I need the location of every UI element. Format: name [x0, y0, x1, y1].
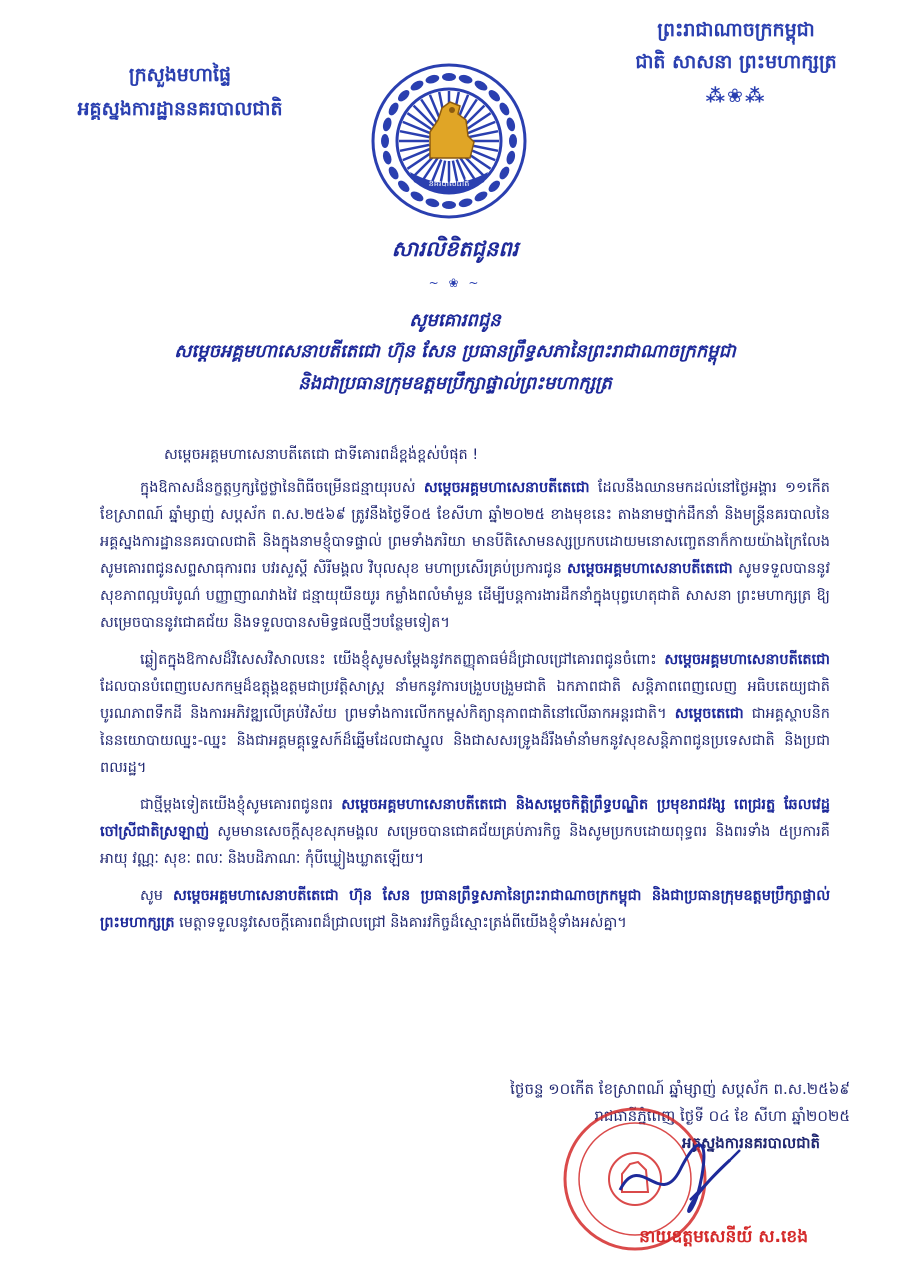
ministry-name: ក្រសួងមហាផ្ទៃ	[128, 64, 232, 86]
addressee-greeting: សូមគោរពជូន	[409, 310, 501, 331]
kingdom-header	[606, 14, 866, 112]
paragraph-4: សូម សម្តេចអគ្គមហាសេនាបតីតេជោ ហ៊ុន សែន ប្រធានព្រឹទ្ធសភានៃព្រះរាជាណាចក្រកម្ពុជា និងជាប្រធានក្រុមឧត្តមប្រឹក្សាផ្ទាល់ព្រះមហាក្សត្រ មេត្តាទទួលនូវសេចក្តីគោរពដ៏ជ្រាលជ្រៅ និងគារវកិច្ចដ៏ស្មោះត្រង់ពីយើងខ្ញុំទាំងអស់គ្នា។	[100, 888, 831, 931]
addressee-name: សម្តេចអគ្គមហាសេនាបតីតេជោ ហ៊ុន សែន ប្រធានព្រឹទ្ធសភានៃព្រះរាជាណាចក្រកម្ពុជា	[174, 341, 736, 362]
department-name: អគ្គស្នងការដ្ឋាននគរបាលជាតិ	[77, 98, 283, 120]
solar-date: រាជធានីភ្នំពេញ ថ្ងៃទី ០៤ ខែ សីហា ឆ្នាំ២០២៥	[594, 1107, 850, 1125]
document-title: សារលិខិតជូនពរ	[391, 237, 519, 261]
police-emblem-icon	[370, 62, 528, 220]
signer-name: នាយឧត្តមសេនីយ៍ ស.ខេង	[639, 1227, 808, 1247]
paragraph-2: ឆ្លៀតក្នុងឱកាសដ៏វិសេសវិសាលនេះ យើងខ្ញុំសូមសម្តែងនូវកតញ្ញុតាធម៌ដ៏ជ្រាលជ្រៅគោរពជូនចំពោះ សម្តេចអគ្គមហាសេនាបតីតេជោ ដែលបានបំពេញបេសកកម្មដ៏ឧត្តុង្គឧត្តមជាប្រវត្តិសាស្ត្រ នាំមកនូវការបង្រួបបង្រួមជាតិ ឯកភាពជាតិ សន្តិភាពពេញលេញ អធិបតេយ្យជាតិ បូរណភាពទឹកដី និងការអភិវឌ្ឍលើគ្រប់វិស័យ ព្រមទាំងការលើកកម្ពស់កិត្យានុភាពជាតិនៅលើឆាកអន្តរជាតិ។ សម្តេចតេជោ ជាអគ្គស្ថាបនិកនៃនយោបាយឈ្នះ-ឈ្នះ និងជាអគ្គមគ្គុទ្ទេសក៍ដ៏ឆ្នើមដែលជាស្នូល និងជាសសរទ្រូងដ៏រឹងមាំនាំមកនូវសុខសន្តិភាពជូនប្រទេសជាតិ និងប្រជាពលរដ្ឋ។	[100, 652, 830, 776]
addressee-block	[70, 306, 840, 400]
salutation: សម្តេចអគ្គមហាសេនាបតីតេជោ ជាទីគោរពដ៏ខ្ពង់ខ្ពស់បំផុត !	[164, 447, 479, 463]
letter-body	[100, 442, 830, 947]
title-ornament: ~ ❀ ~	[428, 276, 482, 290]
signing-organization: អគ្គស្នងការនគរបាលជាតិ	[681, 1134, 820, 1152]
kingdom-name: ព្រះរាជាណាចក្រកម្ពុជា	[657, 19, 815, 41]
addressee-role: និងជាប្រធានក្រុមឧត្តមប្រឹក្សាផ្ទាល់ព្រះមហាក្សត្រ	[298, 373, 612, 394]
signature-icon	[600, 1130, 760, 1220]
lunar-date: ថ្ងៃចន្ទ ១០កើត ខែស្រាពណ៍ ឆ្នាំម្សាញ់ សប្តស័ក ព.ស.២៥៦៩	[510, 1080, 850, 1098]
paragraph-1: ក្នុងឱកាសដ៏នក្ខត្តឫក្សថ្លៃថ្លានៃពិធីចម្រើនជន្មាយុរបស់ សម្តេចអគ្គមហាសេនាបតីតេជោ ដែលនឹងឈានមកដល់នៅថ្ងៃអង្គារ ១១កើត ខែស្រាពណ៍ ឆ្នាំម្សាញ់ សប្តស័ក ព.ស.២៥៦៩ ត្រូវនឹងថ្ងៃទី០៥ ខែសីហា ឆ្នាំ២០២៥ ខាងមុខនេះ តាងនាមថ្នាក់ដឹកនាំ និងមន្ត្រីនគរបាលនៃអគ្គស្នងការដ្ឋាននគរបាលជាតិ និងក្នុងនាមខ្ញុំបាទផ្ទាល់ ព្រមទាំងភរិយា មានបីតិសោមនស្សប្រកបដោយមនោសញ្ចេតនាក៏កាយយ៉ាងក្រៃលែង សូមគោរពជូនសព្ទសាធុការពរ បវរសួស្តី សិរីមង្គល វិបុលសុខ មហាប្រសើរគ្រប់ប្រការជូន សម្តេចអគ្គមហាសេនាបតីតេជោ សូមទទួលបាននូវសុខភាពល្អបរិបូណ៌ បញ្ញាញាណវាងវៃ ជន្មាយុយឺនយូរ កម្លាំងពលំមាំមួន ដើម្បីបន្តការងារដឹកនាំក្នុងបុព្វហេតុជាតិ សាសនា ព្រះមហាក្សត្រ ឱ្យសម្រេចបាននូវជោគជ័យ និងទទួលបានសមិទ្ធផលថ្មីៗបន្ថែមទៀត។	[100, 480, 831, 631]
national-motto: ជាតិ សាសនា ព្រះមហាក្សត្រ	[635, 51, 837, 73]
header-ornament: ⁂❀⁂	[705, 85, 767, 107]
ministry-header	[60, 58, 300, 126]
emblem-label: នគរបាលជាតិ	[428, 179, 470, 188]
paragraph-3: ជាថ្មីម្តងទៀតយើងខ្ញុំសូមគោរពជូនពរ សម្តេចអគ្គមហាសេនាបតីតេជោ និងសម្តេចកិត្តិព្រឹទ្ធបណ្ឌិត ប្រមុខរាជវង្ស ពេជ្ររត្ន ឆែលវេដ្ឋ ចៅស្រីជាតិស្រឡាញ់ សូមមានសេចក្តីសុខសុភមង្គល សម្រេចបានជោគជ័យគ្រប់ភារកិច្ច និងសូមប្រកបដោយពុទ្ធពរ និងពរទាំង ៥ប្រការគឺ អាយុ វណ្ណៈ សុខៈ ពលៈ និងបដិភាណៈ កុំបីឃ្លៀងឃ្លាតឡើយ។	[100, 797, 830, 867]
